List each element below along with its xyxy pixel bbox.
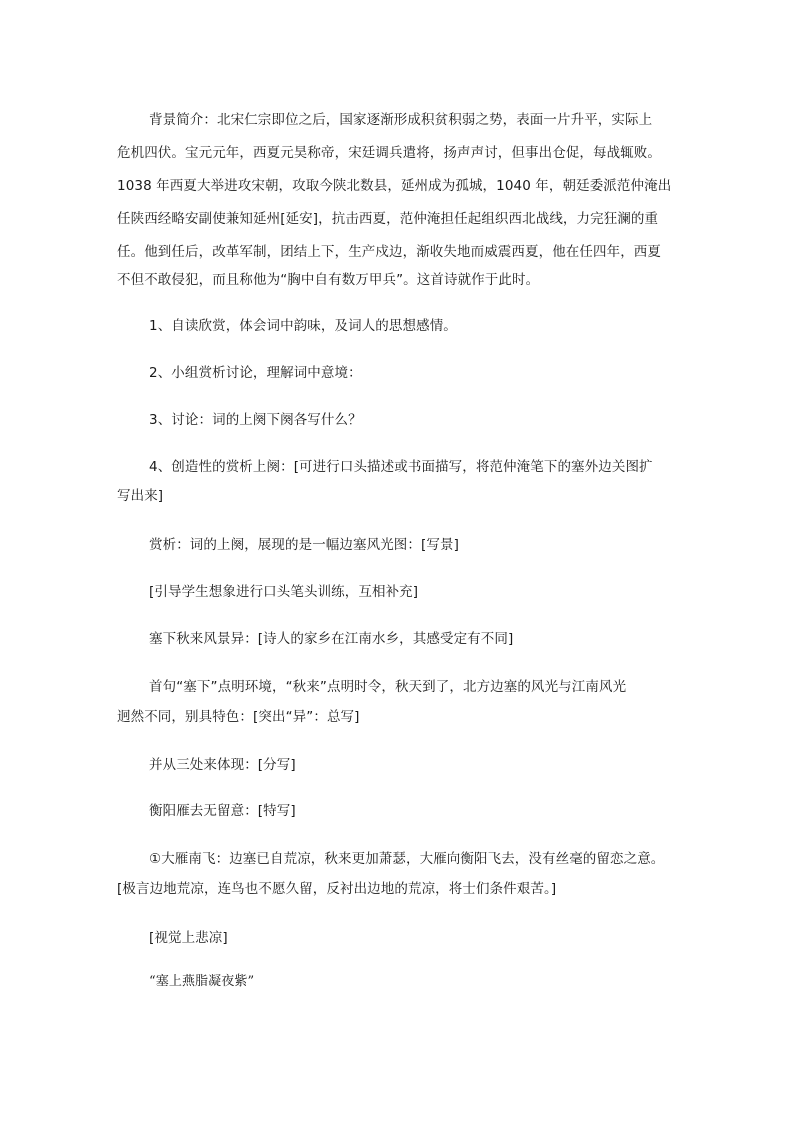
background-line-1: 背景简介：北宋仁宗即位之后，国家逐渐形成积贫积弱之势，表面一片升平，实际上 — [149, 112, 653, 128]
poem-quote: “塞上燕脂凝夜紫” — [149, 974, 255, 989]
geese-line-2: [极言边地荒凉，连鸟也不愿久留，反衬出边地的荒凉，将士们条件艰苦。] — [117, 881, 557, 897]
step-1: 1、自读欣赏，体会词中韵味，及词人的思想感情。 — [149, 318, 457, 334]
background-line-4: 任陕西经略安副使兼知延州[延安]，抗击西夏，范仲淹担任起组织西北战线，力完狂澜的重 — [117, 211, 659, 227]
hengyang-line: 衡阳雁去无留意：[特写] — [149, 803, 296, 819]
background-line-2: 危机四伏。宝元元年，西夏元昊称帝，宋廷调兵遣将，扬声声讨，但事出仓促，每战辄败。 — [117, 145, 661, 161]
three-aspects-line: 并从三处来体现：[分写] — [149, 757, 296, 773]
appreciation-line: 赏析：词的上阕，展现的是一幅边塞风光图：[写景] — [149, 537, 459, 553]
step-3: 3、讨论：词的上阕下阕各写什么？ — [149, 412, 362, 428]
background-line-5: 任。他到任后，改革军制，团结上下，生产戍边，渐收失地而威震西夏，他在任四年，西夏 — [117, 244, 661, 260]
step-4-line-1: 4、创造性的赏析上阕：[可进行口头描述或书面描写，将范仲淹笔下的塞外边关图扩 — [149, 459, 653, 475]
visual-line: [视觉上悲凉] — [149, 930, 228, 946]
background-line-3: 1038 年西夏大举进攻宋朝，攻取今陕北数县，延州成为孤城，1040 年，朝廷委派范仲淹出 — [117, 178, 672, 194]
sai-xia-line: 塞下秋来风景异：[诗人的家乡在江南水乡，其感受定有不同] — [149, 631, 514, 647]
guide-line: [引导学生想象进行口头笔头训练，互相补充] — [149, 584, 419, 600]
first-sentence-line-2: 迥然不同，别具特色：[突出“异”：总写] — [117, 709, 360, 725]
step-4-line-2: 写出来] — [117, 488, 164, 504]
background-line-6: 不但不敢侵犯，而且称他为“胸中自有数万甲兵”。这首诗就作于此时。 — [117, 272, 540, 288]
step-2: 2、小组赏析讨论，理解词中意境： — [149, 365, 362, 381]
geese-line-1: ①大雁南飞：边塞已自荒凉，秋来更加萧瑟，大雁向衡阳飞去，没有丝毫的留恋之意。 — [149, 851, 665, 867]
first-sentence-line-1: 首句“塞下”点明环境，“秋来”点明时令，秋天到了，北方边塞的风光与江南风光 — [149, 679, 627, 695]
